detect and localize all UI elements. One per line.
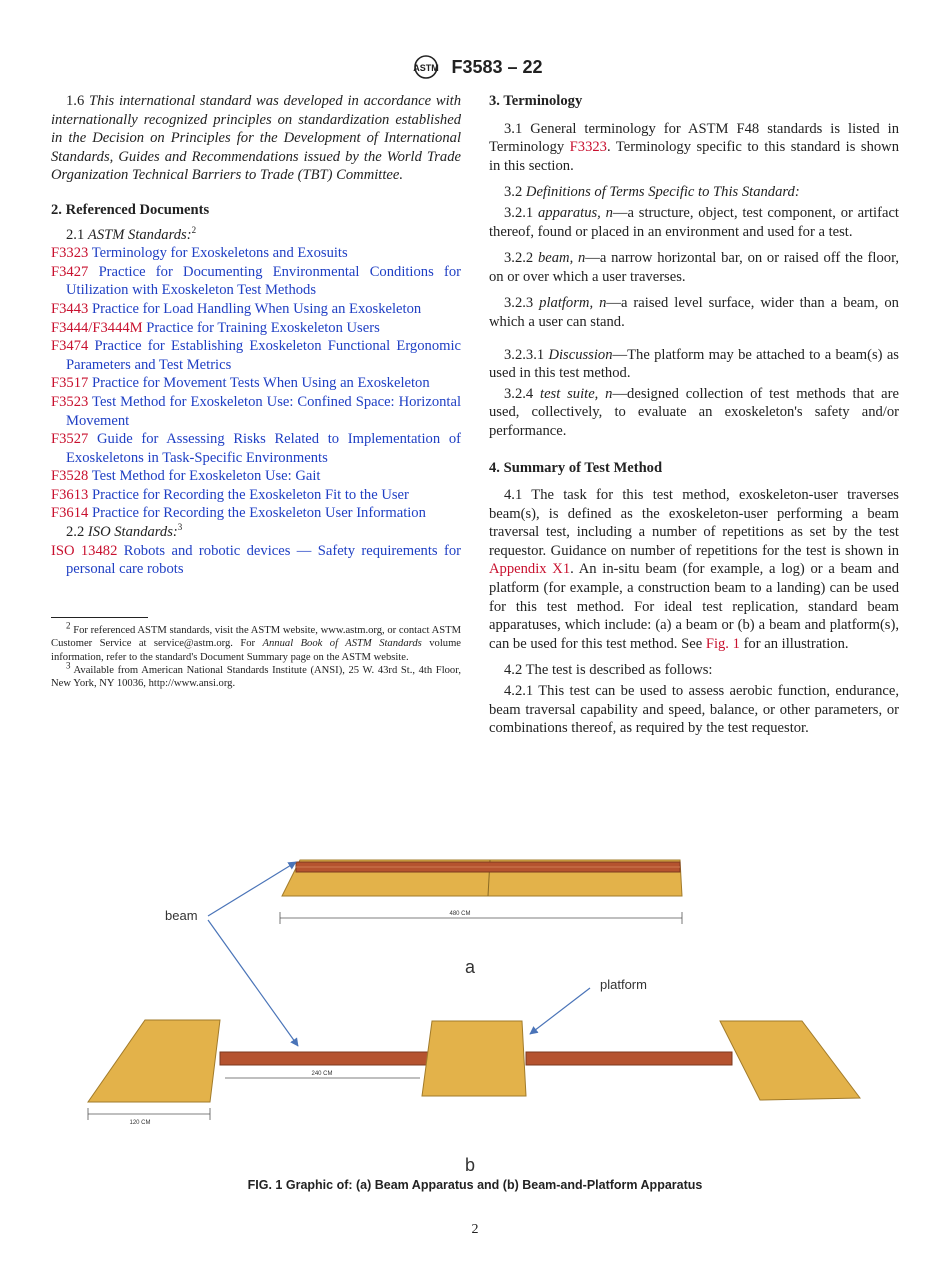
dim-240: 240 CM	[311, 1071, 333, 1077]
section-3-heading: 3. Terminology	[489, 93, 583, 109]
figure-1-illustration	[60, 838, 890, 1178]
paragraph-3-2-4: 3.2.4 test suite, n—designed collection of test methods that are used, collectively, to evaluate an exoskeleton's safety and/or performance.	[489, 385, 899, 439]
platform-left	[88, 1020, 220, 1102]
ref-item: F3427 Practice for Documenting Environmental Conditions for Utilization with Exoskeleton Test Methods	[51, 263, 462, 299]
label-beam: beam	[165, 908, 198, 923]
label-platform: platform	[600, 977, 647, 992]
astm-logo-icon	[407, 55, 445, 79]
ref-item: F3613 Practice for Recording the Exoskeleton Fit to the User	[51, 486, 409, 503]
ref-item: F3527 Guide for Assessing Risks Related to Implementation of Exoskeletons in Task-Specific Environments	[51, 431, 461, 466]
platform-right	[720, 1021, 860, 1100]
paragraph-3-2-3: 3.2.3 platform, n—a raised level surface, wider than a beam, on which a user can stand.	[489, 295, 899, 330]
ref-link[interactable]: F3527	[51, 431, 89, 448]
beam-platform-apparatus-b	[88, 1020, 860, 1126]
ref-link[interactable]: F3523	[51, 393, 89, 410]
figure-caption: FIG. 1 Graphic of: (a) Beam Apparatus and (b) Beam-and-Platform Apparatus	[247, 1178, 703, 1192]
arrow-beam-b	[208, 920, 298, 1046]
paragraph-4-1: 4.1 The task for this test method, exoskeleton-user traverses beam(s), is defined as the exoskeleton-user performing a beam traversal test, including a number of repetitions as set by the test requestor. Guidance on number of repetitions for the test is shown in Appendix X1. An in-situ beam (for example, a log) or a beam and platform (for example, a construction beam to a landing) can be used for this test method. For ideal test replication, standard beam apparatuses, which include: (a) a beam or (b) a beam and platform(s), can be used for this test method. See Fig. 1 for an illustration.	[489, 487, 899, 652]
label-a: a	[464, 957, 476, 977]
arrow-beam-a	[208, 862, 296, 916]
ref-item: F3474 Practice for Establishing Exoskeleton Functional Ergonomic Parameters and Test Metrics	[51, 338, 461, 373]
ref-link[interactable]: F3474	[51, 338, 89, 355]
ref-item: F3323 Terminology for Exoskeletons and Exosuits	[51, 245, 348, 262]
beam-bar	[220, 1052, 432, 1065]
platform-middle	[422, 1021, 526, 1096]
arrow-platform	[530, 988, 590, 1034]
ref-link[interactable]: F3528	[51, 468, 89, 485]
logo-text: ASTM	[413, 63, 440, 73]
paragraph-1-6: 1.6 This international standard was developed in accordance with internationally recognized principles on standardization established in the Decision on Principles for the Development of International Standards, Guides and Recommendations issued by the World Trade Organization Technical Barriers to Trade (TBT) Committee.	[51, 93, 462, 184]
ref-item: F3523 Test Method for Exoskeleton Use: Confined Space: Horizontal Movement	[51, 393, 462, 429]
paragraph-3-2-3-1: 3.2.3.1 Discussion—The platform may be attached to a beam(s) as used in this test method.	[489, 346, 899, 382]
ref-item: F3444/F3444M Practice for Training Exoskeleton Users	[51, 319, 380, 336]
dim-480: 480 CM	[449, 911, 471, 917]
beam-bar	[526, 1052, 732, 1065]
left-column	[51, 92, 461, 691]
iso-standards-label: 2.2 ISO Standards:$^3$	[66, 522, 183, 541]
ref-link[interactable]: F3443	[51, 300, 89, 317]
paragraph-3-1: 3.1 General terminology for ASTM F48 standards is listed in Terminology F3323. Terminology specific to this standard is shown in this section.	[489, 120, 899, 174]
section-2-heading: 2. Referenced Documents	[51, 201, 210, 218]
page-header	[0, 55, 950, 79]
ref-link[interactable]: F3614	[51, 505, 89, 522]
right-column	[489, 92, 899, 738]
astm-standards-label: 2.1 ASTM Standards:$^2$	[66, 224, 197, 243]
paragraph-3-2-1: 3.2.1 apparatus, n—a structure, object, test component, or artifact thereof, found or placed in an environment and used for a test.	[489, 204, 899, 240]
ref-item: F3614 Practice for Recording the Exoskeleton User Information	[51, 505, 426, 522]
ref-item: F3443 Practice for Load Handling When Using an Exoskeleton	[51, 300, 422, 317]
ref-link[interactable]: F3427	[51, 263, 89, 280]
ref-link[interactable]: Appendix X1	[489, 561, 571, 578]
footnote-rule	[51, 617, 148, 618]
ref-item: F3528 Test Method for Exoskeleton Use: Gait	[51, 468, 321, 485]
beam-apparatus-a	[280, 860, 682, 924]
designation: F3583 – 22	[451, 56, 543, 77]
ref-link[interactable]: F3323	[569, 139, 607, 156]
ref-link[interactable]: F3517	[51, 375, 89, 392]
paragraph-4-2: 4.2 The test is described as follows:	[504, 662, 713, 679]
paragraph-3-2-2: 3.2.2 beam, n—a narrow horizontal bar, on or raised off the floor, on or over which a user traverses.	[489, 250, 899, 285]
paragraph-3-2: 3.2 Definitions of Terms Specific to This Standard:	[504, 184, 800, 201]
ref-link[interactable]: ISO 13482	[51, 542, 118, 559]
footnote-3: $^3$ Available from American National Standards Institute (ANSI), 25 W. 43rd St., 4th Floor, New York, NY 10036, http://www.ansi.org.	[51, 660, 461, 690]
ref-link[interactable]: F3613	[51, 486, 89, 503]
dim-120: 120 CM	[129, 1120, 151, 1126]
ref-link[interactable]: F3323	[51, 245, 89, 262]
iso-ref-item: ISO 13482 Robots and robotic devices — Safety requirements for personal care robots	[51, 542, 461, 578]
ref-item: F3517 Practice for Movement Tests When Using an Exoskeleton	[51, 375, 430, 392]
page-number: 2	[471, 1222, 479, 1237]
astm-reference-list	[51, 244, 461, 523]
ref-link[interactable]: Fig. 1	[705, 635, 740, 652]
paragraph-4-2-1: 4.2.1 This test can be used to assess aerobic function, endurance, beam traversal capability and speed, balance, or other parameters, or combinations thereof, as required by the test requestor.	[489, 683, 899, 737]
ref-link[interactable]: F3444/F3444M	[51, 319, 143, 336]
footnote-2: $^2$ For referenced ASTM standards, visit the ASTM website, www.astm.org, or contact ASTM Customer Service at service@astm.org. For Annual Book of ASTM Standards volume information, refer to the standard's Document Summary page on the ASTM website.	[51, 620, 462, 663]
label-b: b	[464, 1155, 476, 1175]
section-4-heading: 4. Summary of Test Method	[489, 459, 663, 476]
